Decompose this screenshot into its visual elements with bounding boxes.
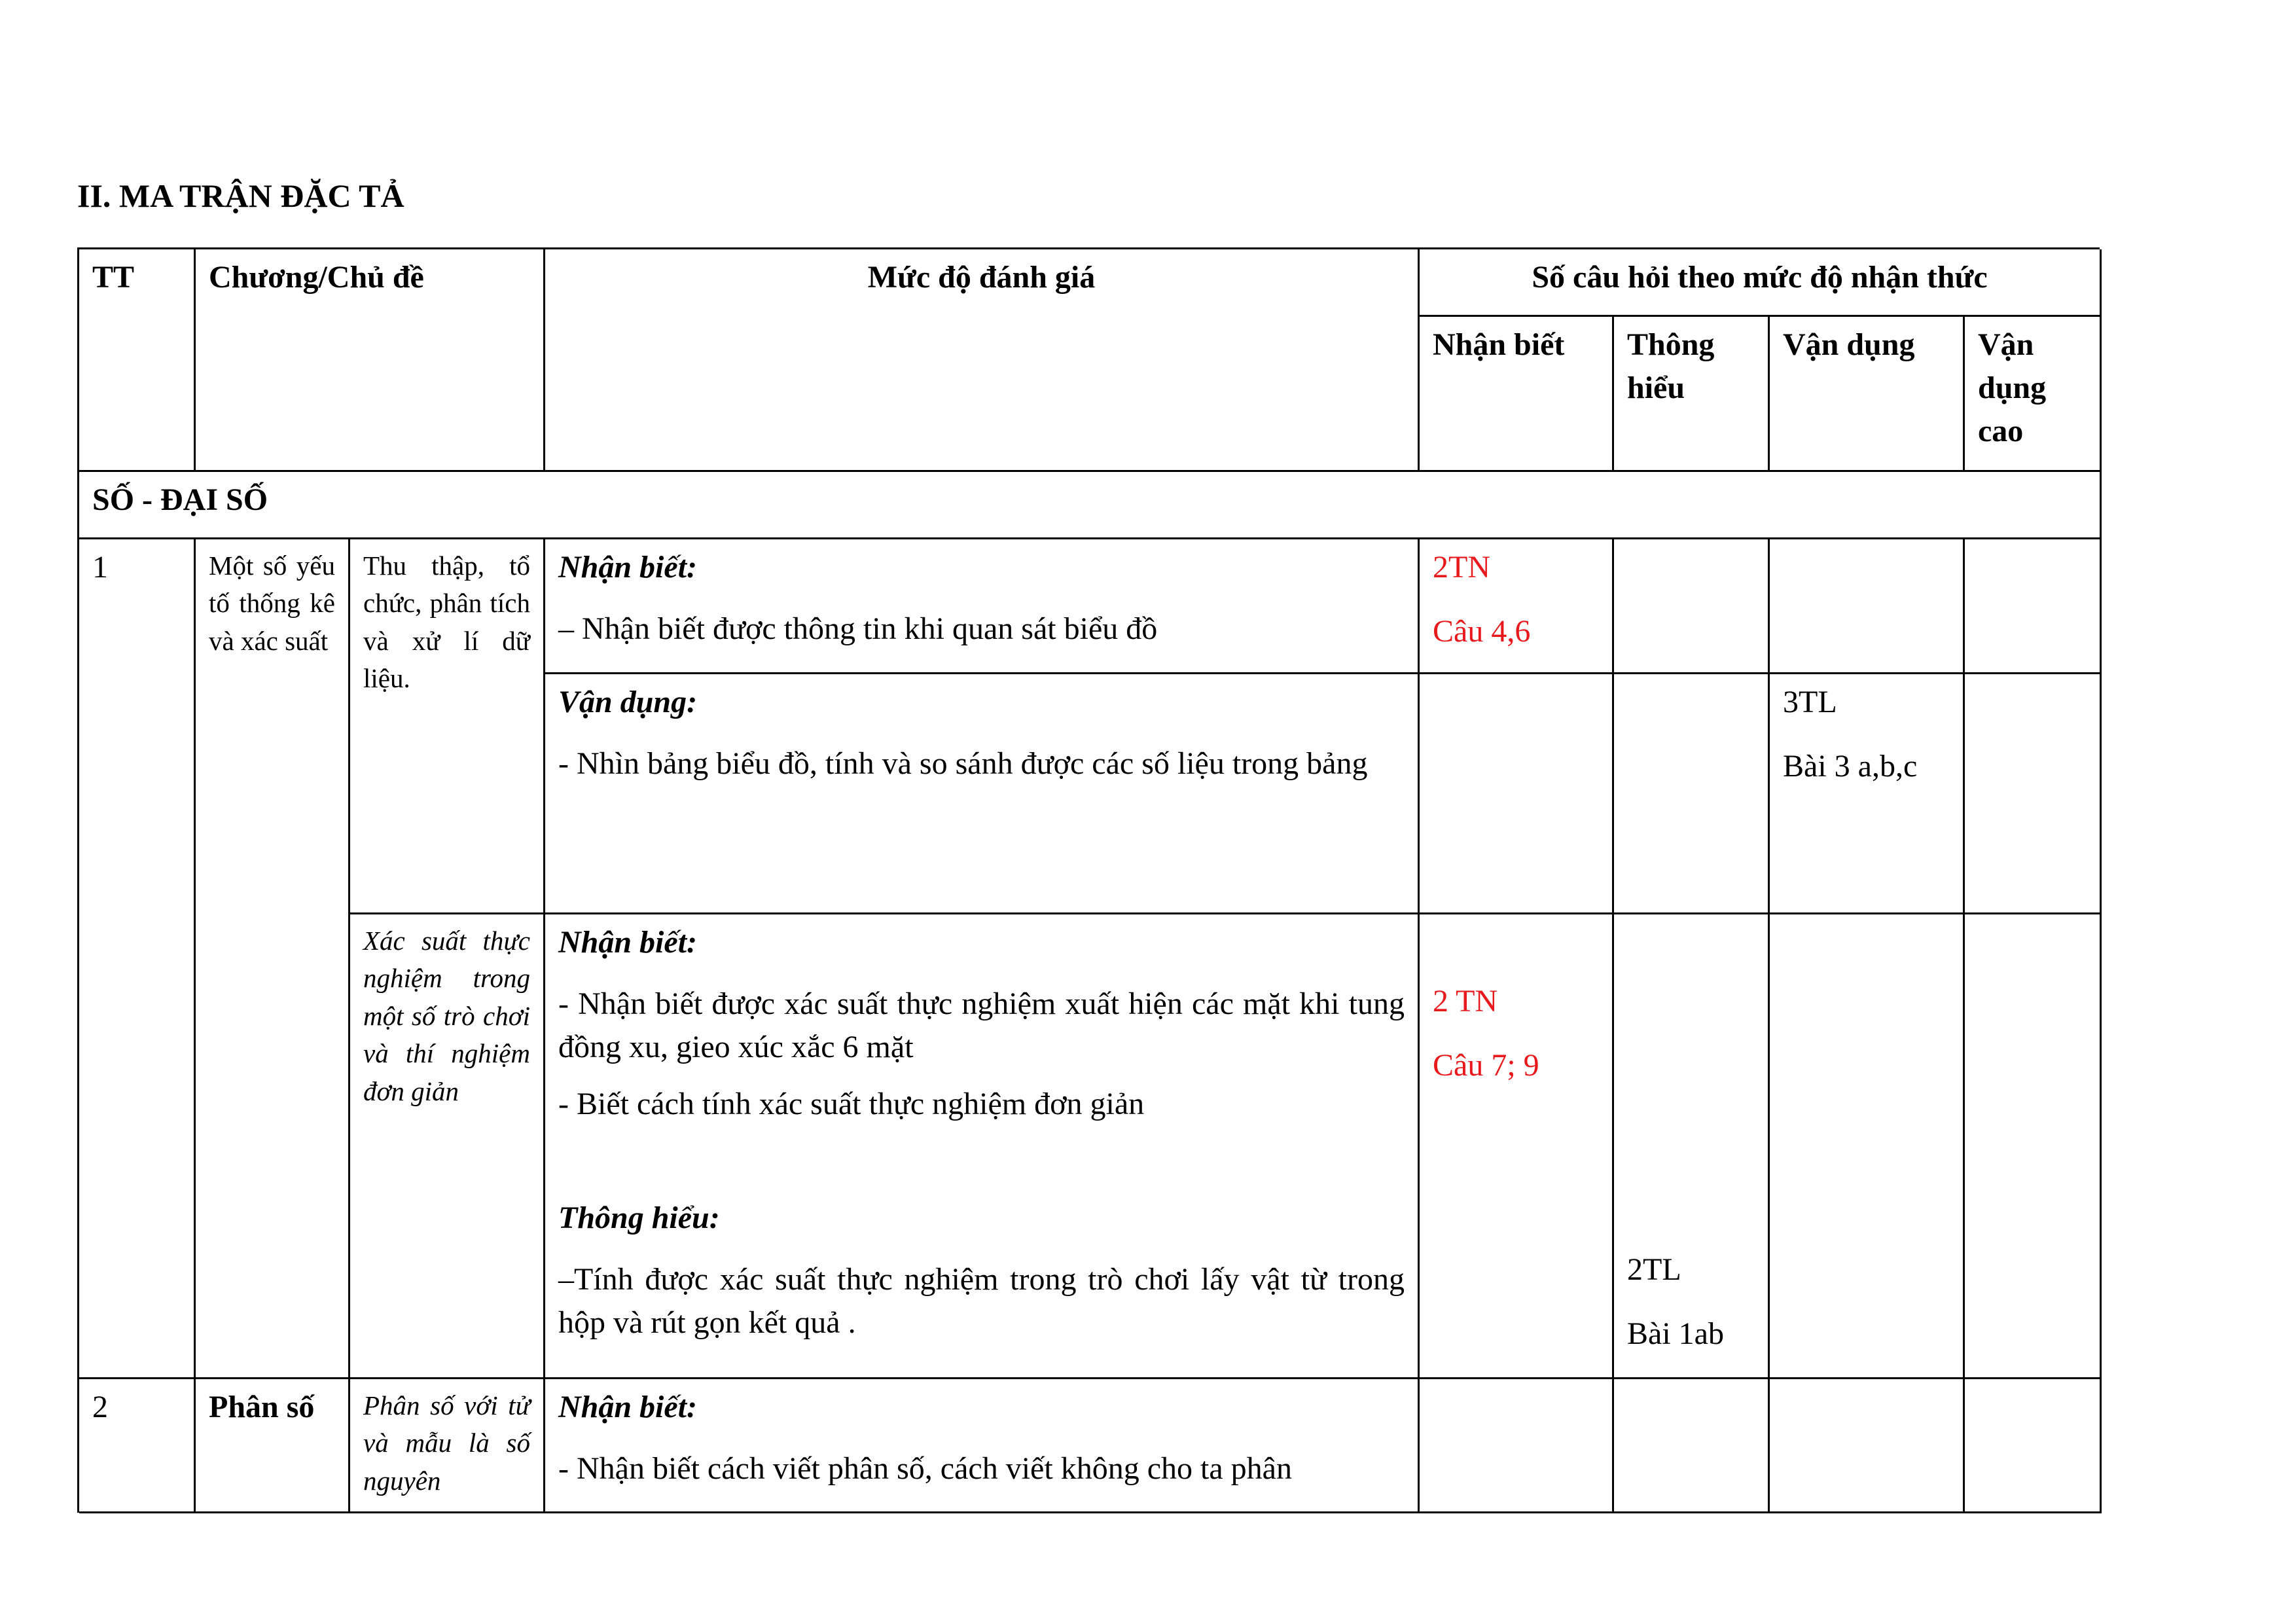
empty-cell [1965,914,2102,1379]
row-2-chuong: Phân số [196,1379,350,1513]
level-label: Nhận biết: [558,925,698,960]
row-1-xs-nb-count-cell [1420,914,1614,1379]
empty-cell [1965,1379,2102,1513]
row-1-topic-xac-suat: Xác suất thực nghiệm trong một số trò chơi và thí nghiệm đơn giản [350,914,545,1379]
question-ref: Câu 7; 9 [1433,1048,1539,1083]
row-1-xs-th-count-cell [1614,914,1770,1379]
header-so-cau-hoi: Số câu hỏi theo mức độ nhận thức [1420,249,2102,317]
row-2-topic-phan-so: Phân số với tử và mẫu là số nguyên [350,1379,545,1513]
page-title: II. MA TRẬN ĐẶC TẢ [77,177,404,214]
level-label: Nhận biết: [558,1390,698,1424]
specification-matrix-table [77,247,2100,1513]
row-1-nb-count-cell [1420,539,1614,674]
empty-cell [1614,674,1770,914]
question-count: 2TL [1627,1252,1681,1287]
section-so-dai-so: SỐ - ĐẠI SỐ [79,472,2102,539]
empty-cell [1420,1379,1614,1513]
criteria-text: - Nhìn bảng biểu đồ, tính và so sánh được các số liệu trong bảng [558,746,1368,782]
criteria-text: – Nhận biết được thông tin khi quan sát biểu đồ [558,611,1158,647]
empty-cell [1965,674,2102,914]
empty-cell [1770,1379,1965,1513]
row-1-vd-count-cell [1770,674,1965,914]
header-thong-hieu: Thông hiểu [1614,317,1770,472]
row-2-nhan-biet-cell [545,1379,1420,1513]
criteria-text: - Nhận biết được xác suất thực nghiệm xuất hiện các mặt khi tung đồng xu, gieo xúc xắc 6 mặt [558,986,1405,1065]
header-van-dung-cao: Vận dụng cao [1965,317,2102,472]
row-1-xac-suat-cell [545,914,1420,1379]
level-label: Thông hiểu: [558,1200,720,1235]
row-1-chuong: Một số yếu tố thống kê và xác suất [196,539,350,1379]
empty-cell [1614,1379,1770,1513]
question-ref: Bài 1ab [1627,1316,1724,1352]
level-label: Vận dụng: [558,685,698,719]
row-2-tt: 2 [79,1379,196,1513]
header-tt: TT [79,249,196,472]
header-van-dung: Vận dụng [1770,317,1965,472]
criteria-text: –Tính được xác suất thực nghiệm trong trò chơi lấy vật từ trong hộp và rút gọn kết quả . [558,1262,1405,1341]
criteria-text: - Biết cách tính xác suất thực nghiệm đơn giản [558,1086,1145,1121]
row-1-van-dung-cell [545,674,1420,914]
empty-cell [1965,539,2102,674]
empty-cell [1614,539,1770,674]
empty-cell [1420,674,1614,914]
question-ref: Bài 3 a,b,c [1783,749,1918,784]
question-count: 2TN [1433,550,1490,585]
level-label: Nhận biết: [558,550,698,585]
empty-cell [1770,914,1965,1379]
question-ref: Câu 4,6 [1433,614,1531,649]
header-chuong-chu-de: Chương/Chủ đề [196,249,545,472]
question-count: 2 TN [1433,984,1498,1019]
criteria-text: - Nhận biết cách viết phân số, cách viết không cho ta phân [558,1451,1292,1487]
header-muc-do-danh-gia: Mức độ đánh giá [545,249,1420,472]
empty-cell [1770,539,1965,674]
row-1-topic-thu-thap: Thu thập, tổ chức, phân tích và xử lí dữ liệu. [350,539,545,914]
header-nhan-biet: Nhận biết [1420,317,1614,472]
row-1-tt: 1 [79,539,196,1379]
question-count: 3TL [1783,685,1837,719]
row-1-nhan-biet-cell [545,539,1420,674]
